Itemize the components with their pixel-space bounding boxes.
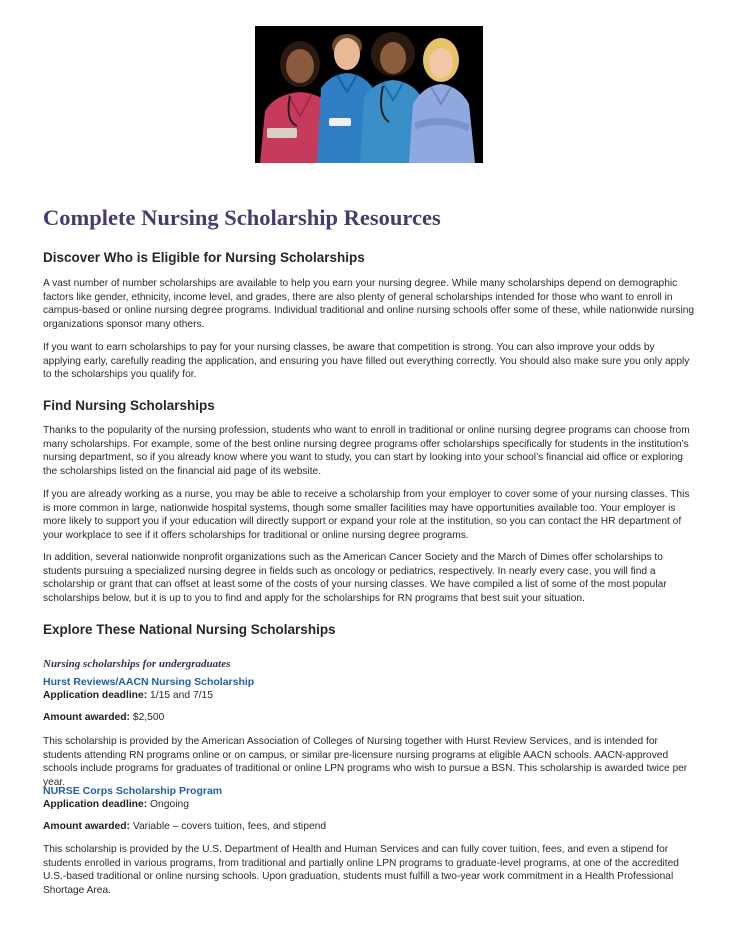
subhead-undergraduates: Nursing scholarships for undergraduates [43, 658, 231, 670]
deadline-label: Application deadline: [43, 799, 148, 810]
deadline-row-nurse-corps [43, 799, 189, 810]
paragraph-find-3: In addition, several nationwide nonprofit organizations such as the American Cancer Society and the March of Dimes offer scholarships to students pursuing a specialized nursing degree in fields such as oncology or pediatrics, respectively. In nearly every case, you will find a scholarship or grant that can offset at least some of the costs of your nursing classes. We have compiled a list of some of the most popular scholarships below, but it is up to you to find and apply for the scholarships for RN programs that best suit your situation. [43, 552, 667, 605]
paragraph-eligible-2: If you want to earn scholarships to pay for your nursing classes, be aware that competition is strong. You can also improve your odds by applying early, carefully reading the application, and ensuring you have filled out everything correctly. You should also make sure you only apply to the scholarships you qualify for. [43, 342, 690, 381]
deadline-row-hurst [43, 690, 213, 701]
amount-row-hurst [43, 712, 164, 723]
amount-label: Amount awarded: [43, 821, 130, 832]
scholarship-link-hurst[interactable]: Hurst Reviews/AACN Nursing Scholarship [43, 676, 255, 688]
amount-value: Variable – covers tuition, fees, and stipend [132, 821, 327, 832]
amount-row-nurse-corps [43, 821, 326, 832]
description-hurst: This scholarship is provided by the American Association of Colleges of Nursing together with Hurst Review Services, and is intended for students attending RN programs online or on campus, or similar pre-licensure nursing programs at eligible AACN schools. AACN-approved schools include programs for graduates of traditional or online LPN programs who wish to pursue a BSN. This scholarship is awarded twice per year. [43, 736, 688, 789]
section-heading-find: Find Nursing Scholarships [43, 398, 215, 413]
page-title: Complete Nursing Scholarship Resources [43, 205, 441, 230]
scholarship-link-nurse-corps[interactable]: NURSE Corps Scholarship Program [43, 785, 223, 797]
nurses-illustration [255, 26, 483, 163]
section-heading-eligible: Discover Who is Eligible for Nursing Scholarships [43, 250, 365, 265]
section-heading-explore: Explore These National Nursing Scholarships [43, 622, 336, 637]
description-nurse-corps: This scholarship is provided by the U.S. Department of Health and Human Services and can fully cover tuition, fees, and even a stipend for students enrolled in various programs, from traditional and partially online LPN programs to graduate-level programs, at one of the accredited U.S.-based traditional or online nursing schools. Upon graduation, students must fulfill a two-year work commitment in a Health Professional Shortage Area. [43, 844, 679, 897]
hero-image [255, 26, 483, 163]
deadline-value: Ongoing [150, 799, 189, 810]
paragraph-find-1: Thanks to the popularity of the nursing profession, students who want to enroll in traditional or online nursing degree programs can choose from many scholarships. For example, some of the best online nursing degree programs offer scholarships specifically for students in the institution’s nursing department, so if you already know where you want to study, you can start by looking into your school’s financial aid office or exploring the scholarships listed on the financial aid page of its website. [43, 425, 690, 478]
deadline-label: Application deadline: [43, 690, 148, 701]
amount-label: Amount awarded: [43, 712, 130, 723]
paragraph-find-2: If you are already working as a nurse, you may be able to receive a scholarship from your employer to cover some of your nursing classes. This is more common in large, nationwide hospital systems, though some smaller facilities may have opportunities available too. Your employer is more likely to support you if your education will directly support or expand your role at the institution, so you can contact the HR department of your workplace to see if it offers scholarships for traditional or online nursing degree programs. [43, 489, 690, 542]
amount-value: $2,500 [132, 712, 165, 723]
paragraph-eligible-1: A vast number of number scholarships are available to help you earn your nursing degree. While many scholarships depend on demographic factors like gender, ethnicity, income level, and grades, there are also plenty of general scholarships intended for those who want to enroll in campus-based or online nursing degree programs. Individual traditional and online nursing schools offer some of these, while nationwide nursing organizations sponsor many others. [43, 278, 695, 331]
deadline-value: 1/15 and 7/15 [150, 690, 213, 701]
